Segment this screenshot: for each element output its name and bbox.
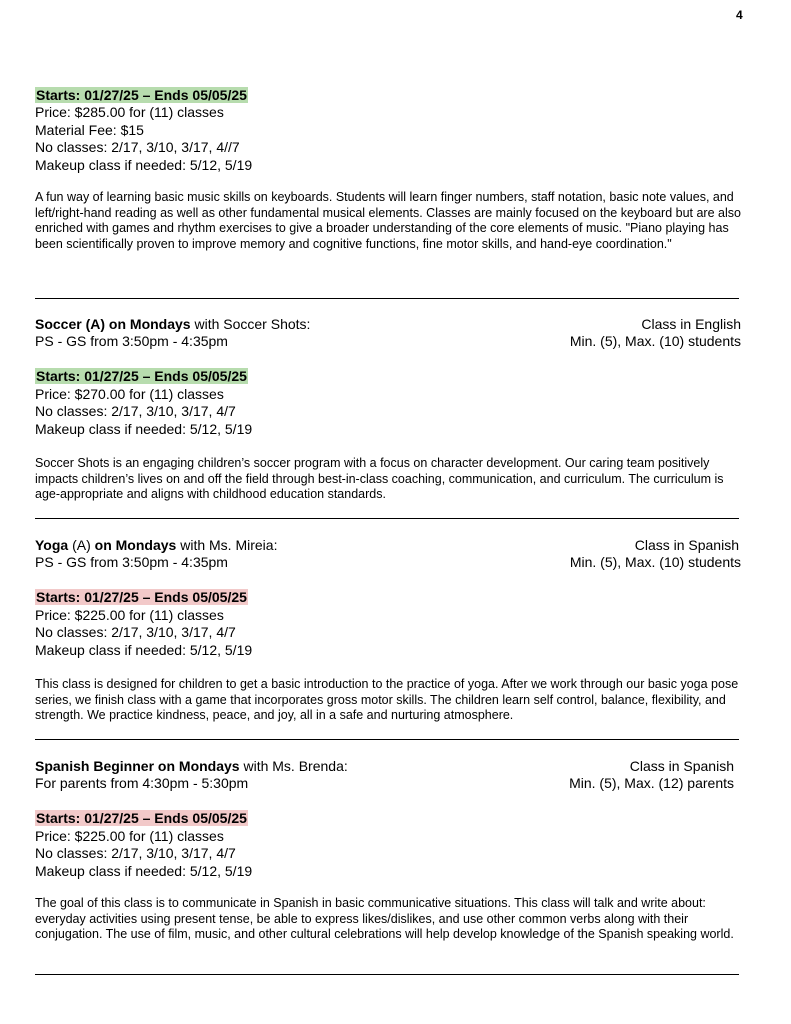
- divider-1: [35, 298, 739, 299]
- divider-3: [35, 739, 739, 740]
- top-no-classes: No classes: 2/17, 3/10, 3/17, 4//7: [35, 139, 240, 155]
- top-price: Price: $285.00 for (11) classes: [35, 104, 224, 120]
- soccer-price: Price: $270.00 for (11) classes: [35, 386, 224, 402]
- yoga-price: Price: $225.00 for (11) classes: [35, 607, 224, 623]
- spanish-price: Price: $225.00 for (11) classes: [35, 828, 224, 844]
- soccer-teacher: with Soccer Shots:: [190, 316, 311, 332]
- spanish-audience-time: For parents from 4:30pm - 5:30pm: [35, 775, 249, 791]
- top-dates-line: [35, 87, 248, 105]
- soccer-language: Class in English: [641, 316, 741, 332]
- top-dates-highlight: Starts: 01/27/25 – Ends 05/05/25: [36, 87, 247, 103]
- spanish-dates-line: [35, 810, 248, 828]
- soccer-header-row: [35, 316, 741, 334]
- yoga-title-c: on Mondays: [90, 537, 177, 553]
- yoga-capacity: Min. (5), Max. (10) students: [569, 554, 741, 570]
- yoga-makeup: Makeup class if needed: 5/12, 5/19: [35, 642, 253, 658]
- spanish-header-row: [35, 758, 734, 776]
- spanish-no-classes: No classes: 2/17, 3/10, 3/17, 4/7: [35, 845, 236, 861]
- top-material-fee: Material Fee: $15: [35, 122, 144, 138]
- spanish-makeup: Makeup class if needed: 5/12, 5/19: [35, 863, 253, 879]
- soccer-capacity: Min. (5), Max. (10) students: [569, 333, 741, 349]
- spanish-teacher: with Ms. Brenda:: [239, 758, 348, 774]
- yoga-dates-highlight: Starts: 01/27/25 – Ends 05/05/25: [36, 589, 247, 605]
- divider-4: [35, 974, 739, 975]
- top-makeup: Makeup class if needed: 5/12, 5/19: [35, 157, 253, 173]
- yoga-title-b: (A): [68, 537, 91, 553]
- yoga-description: This class is designed for children to get a basic introduction to the practice of yoga. After we work through our basic yoga pose series, we finish class with a game that incorporates gross motor skills. The children learn self control, balance, flexibility, and strength. We practice kindness, peace, and joy, all in a safe and nurturing atmosphere.: [35, 677, 739, 722]
- soccer-dates-highlight: Starts: 01/27/25 – Ends 05/05/25: [36, 368, 247, 384]
- spanish-description: The goal of this class is to communicate in Spanish in basic communicative situations. This class will talk and write about: everyday activities using present tense, be able to express likes/dislikes, and use other common verbs along with their conjugation. The use of film, music, and other cultural celebrations will help develop knowledge of the Spanish speaking world.: [35, 896, 734, 941]
- yoga-language: Class in Spanish: [634, 537, 739, 553]
- yoga-title-a: Yoga: [35, 537, 69, 553]
- soccer-no-classes: No classes: 2/17, 3/10, 3/17, 4/7: [35, 403, 236, 419]
- page-number: 4: [736, 8, 743, 22]
- soccer-dates-line: [35, 368, 248, 386]
- soccer-grades-time: PS - GS from 3:50pm - 4:35pm: [35, 333, 228, 349]
- yoga-dates-line: [35, 589, 248, 607]
- soccer-title: Soccer (A) on Mondays: [35, 316, 191, 332]
- spanish-title: Spanish Beginner on Mondays: [35, 758, 240, 774]
- spanish-language: Class in Spanish: [629, 758, 734, 774]
- top-description: A fun way of learning basic music skills on keyboards. Students will learn finger numbers, staff notation, basic note values, and left/right-hand reading as well as other fundamental musical elements. Classes are mainly focused on the keyboard but are also enriched with games and rhythm exercises to give a broader understanding of the core elements of music. "Piano playing has been scientifically proven to improve memory and cognitive functions, fine motor skills, and hand-eye coordination.": [35, 190, 741, 251]
- yoga-teacher: with Ms. Mireia:: [176, 537, 278, 553]
- spanish-dates-highlight: Starts: 01/27/25 – Ends 05/05/25: [36, 810, 247, 826]
- soccer-description: Soccer Shots is an engaging children’s soccer program with a focus on character development. Our caring team positively impacts children’s lives on and off the field through best-in-class coaching, communication, and curriculum. The curriculum is age-appropriate and aligns with childhood education standards.: [35, 456, 724, 501]
- soccer-subheader-row: [35, 333, 741, 351]
- spanish-subheader-row: [35, 775, 734, 793]
- soccer-makeup: Makeup class if needed: 5/12, 5/19: [35, 421, 253, 437]
- yoga-header-row: [35, 537, 739, 555]
- divider-2: [35, 518, 739, 519]
- spanish-capacity: Min. (5), Max. (12) parents: [569, 775, 734, 791]
- yoga-grades-time: PS - GS from 3:50pm - 4:35pm: [35, 554, 228, 570]
- yoga-subheader-row: [35, 554, 741, 572]
- yoga-no-classes: No classes: 2/17, 3/10, 3/17, 4/7: [35, 624, 236, 640]
